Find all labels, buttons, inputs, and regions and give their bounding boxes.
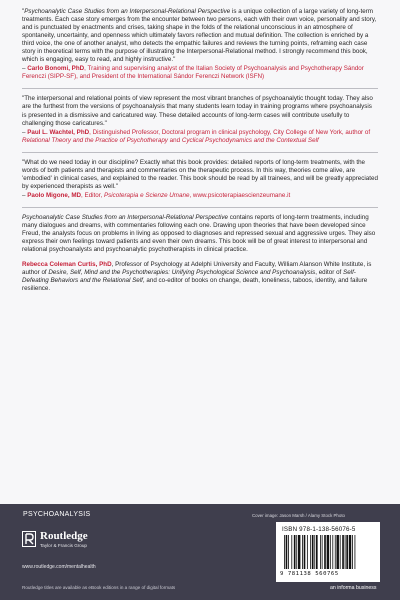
cover-text [22, 8, 378, 293]
author-bio [22, 261, 378, 293]
barcode-box [276, 522, 380, 582]
endorsement-quote: "What do we need today in our discipline? Exactly what this book provides: detailed reports of long-term treatments, with the words of both patients and therapists and commentaries on the therapeutic process. In this way, theories come alive, are 'embodied' in clinical cases, and explained to the reader. This book should be read by all trainees, and will be greatly appreciated by experienced therapists as well." [22, 158, 378, 190]
endorsement-quote: "The interpersonal and relational points of view represent the most vibrant branches of psychoanalytic thought today. They also are the furthest from the versions of psychoanalysis that many students learn today in training programs where psychoanalysis is presented in a dismissive and caricatured way. These detailed accounts of long-term cases will contribute usefully to challenging those caricatures." [22, 95, 373, 127]
author-book-2: Self-Defeating Behaviors and the Relational Self [22, 269, 356, 285]
ebook-note: Routledge titles are available as eBook editions in a range of digital formats [22, 585, 176, 590]
endorsement-wachtel [22, 95, 378, 144]
endorser-name: Paolo Migone, MD [27, 191, 82, 199]
endorser-name: Paul L. Wachtel, PhD [27, 128, 90, 136]
endorser-website: , www.psicoterapiaescienzeumane.it [189, 191, 291, 199]
barcode-icon [284, 535, 372, 571]
endorsement-attribution: – Paolo Migone, MD, Editor, Psicoterapia e Scienze Umane, www.psicoterapiaescienzeumane.it [22, 191, 291, 199]
publisher-website[interactable]: www.routledge.com/mentalhealth [22, 564, 96, 570]
description-title: Psychoanalytic Case Studies from an Interpersonal-Relational Perspective [22, 213, 229, 221]
open-quote: " [22, 8, 25, 15]
routledge-logo-icon [22, 531, 36, 547]
endorsement-migone [22, 159, 378, 200]
author-book-1: Desire, Self, Mind and the Psychotherapies: Unifying Psychological Science and Psychoanalysis [48, 269, 316, 277]
endorsement-bonomi [22, 8, 378, 81]
endorser-book-2: Cyclical Psychodynamics and the Contextual Self [181, 136, 319, 144]
author-bio-2: , editor of [315, 269, 344, 277]
endorser-and: and [167, 136, 182, 144]
barcode-digits: 9 781138 560765 [280, 571, 339, 577]
endorsement-attribution: – Carlo Bonomi, PhD, Training and supervising analyst of the Italian Society of Psychoanalysis and Psychotherapy Sándor Ferenczi (SIPP-SF), and President of the International Sándor Ferenczi Network (ISFN) [22, 65, 364, 81]
informa-imprint: an informa business [330, 585, 377, 591]
book-title-italic: Psychoanalytic Case Studies from an Interpersonal-Relational Perspective [24, 8, 231, 15]
endorsement-quote [22, 8, 378, 64]
author-name: Rebecca Coleman Curtis, PhD [22, 261, 112, 269]
endorser-name: Carlo Bonomi, PhD [27, 65, 85, 73]
endorser-affiliation: , Distinguished Professor, Doctoral program in clinical psychology, City College of New York, author of [89, 128, 371, 136]
description-text: contains reports of long-term treatments, including many dialogues and dreams, with commentaries following each one. Drawing upon theories that have been developed since Freud, the analysts focus on problems in living as opposed to diagnoses and repressed sexual and aggressive urges. They also express their own feelings toward patients and even their own dreams. This book will be of great interest to interpersonal and relational psychoanalysts and psychoanalytic psychotherapists in clinical practice. [22, 213, 376, 254]
author-bio-1: , Professor of Psychology at Adelphi University and Faculty, William Alanson White Institute, is author of [22, 261, 372, 277]
divider [22, 88, 378, 89]
quote-text: is a unique collection of a large variety of long-term treatments. Each case story emerges from the encounter between two persons, each with their own voice, personality and story, and is punctuated by enactments and crises, taking shape in the folds of the relational unconscious in an atmosphere of spontaneity, uncertainty, and openness which ultimately favors reflection and mutual definition. The collection is enriched by a third voice, the one of another analyst, who detects the empathic failures and reviews the turning points, reframing each case story in theoretical terms with the purpose of illustrating the Interpersonal-Relational method. I strongly recommend this book, which is engaging, easy to read, and highly instructive." [22, 8, 377, 64]
cover-image-credit: Cover image: Jason Marsh / Alamy Stock Photo [252, 513, 345, 518]
endorser-affiliation: , Editor, [81, 191, 104, 199]
author-bio-3: , and co-editor of books on change, death, loneliness, taboos, identity, and failure resilience. [22, 277, 368, 293]
publisher-name: Routledge [40, 530, 88, 542]
endorser-affiliation: , Training and supervising analyst of the Italian Society of Psychoanalysis and Psychotherapy Sándor Ferenczi (SIPP-SF), and President of the International Sándor Ferenczi Network (ISFN) [22, 65, 364, 81]
publisher-group: Taylor & Francis Group [40, 543, 87, 548]
series-label: PSYCHOANALYSIS [23, 511, 91, 518]
book-description [22, 214, 378, 254]
endorser-book-1: Relational Theory and the Practice of Psychotherapy [22, 136, 168, 144]
divider [22, 207, 378, 208]
divider [22, 152, 378, 153]
endorsement-attribution: – Paul L. Wachtel, PhD, Distinguished Professor, Doctoral program in clinical psychology, City College of New York, author of Relational Theory and the Practice of Psychotherapy and Cyclical Psychodynamics and the Contextual Self [22, 128, 371, 144]
cover-footer [0, 504, 400, 600]
isbn-text: ISBN 978-1-138-56076-5 [282, 526, 356, 533]
endorser-journal: Psicoterapia e Scienze Umane [103, 191, 190, 199]
